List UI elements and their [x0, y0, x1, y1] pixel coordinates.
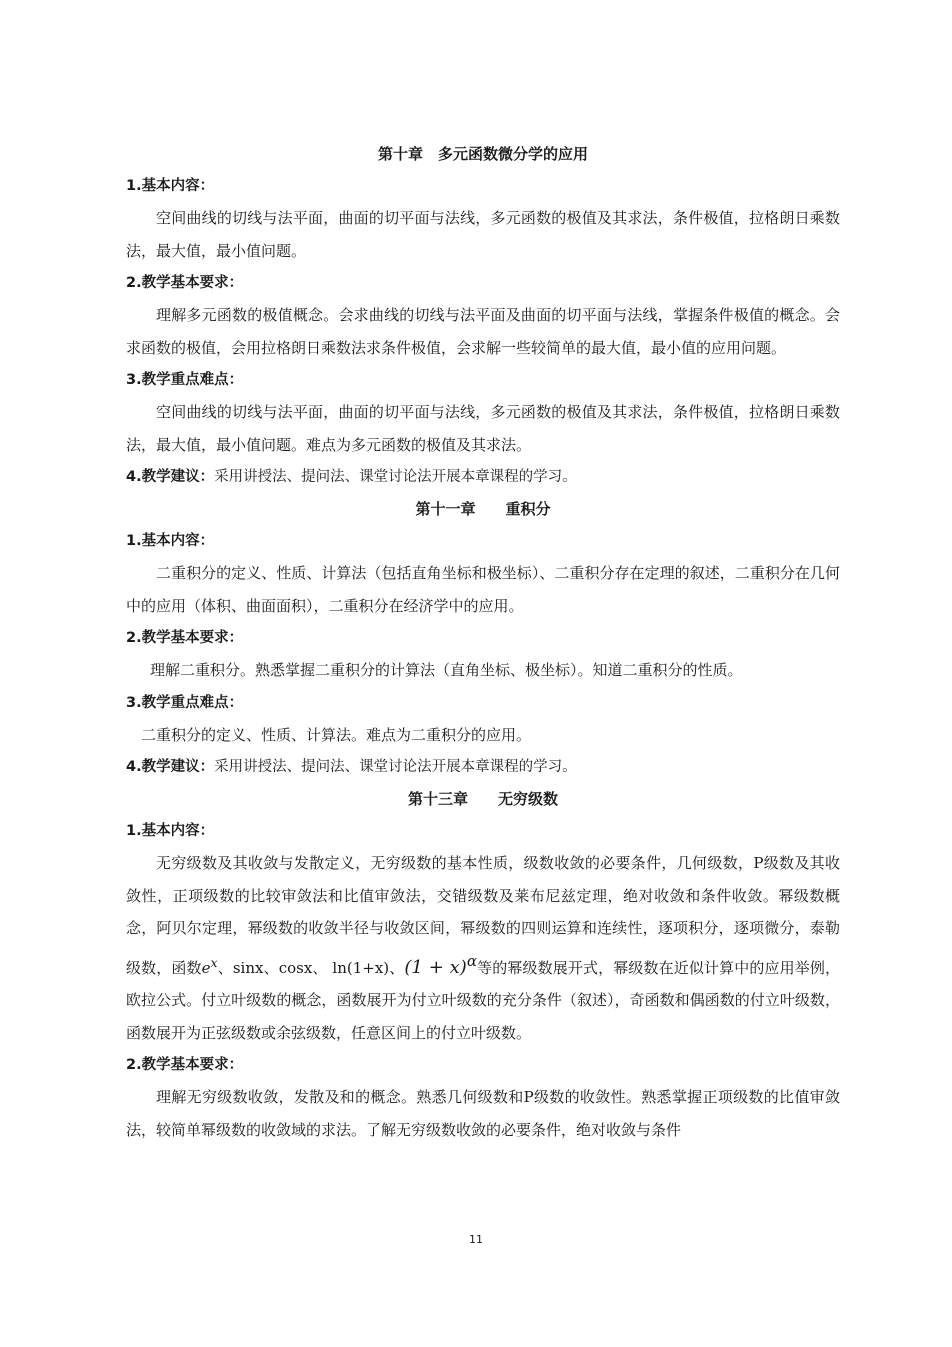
math-binomial-power [404, 951, 477, 978]
ch10-basic-content: 空间曲线的切线与法平面，曲面的切平面与法线，多元函数的极值及其求法，条件极值，拉格朗日乘数法，最大值，最小值问题。 [126, 209, 840, 260]
page-content [126, 138, 840, 1146]
ch11-basic-content-heading: 1.基本内容： [126, 533, 215, 549]
ch13-basic-content-part2: 、sinx、cosx、 ln(1+x)、 [217, 958, 405, 977]
ch13-basic-content-part1: 无穷级数及其收敛与发散定义，无穷级数的基本性质，级数收敛的必要条件，几何级数，P级数及其收敛性，正项级数的比较审敛法和比值审敛法，交错级数及莱布尼兹定理，绝对收敛和条件收敛。幂级数概念，阿贝尔定理，幂级数的收敛半径与收敛区间，幂级数的四则运算和连续性，逐项积分，逐项微分，泰勒级数，函数 [126, 854, 840, 977]
ch13-requirements: 理解无穷级数收敛，发散及和的概念。熟悉几何级数和P级数的收敛性。熟悉掌握正项级数的比值审敛法，较简单幂级数的收敛域的求法。了解无穷级数收敛的必要条件，绝对收敛与条件 [126, 1088, 840, 1139]
math-binomial-exponent: α [466, 951, 477, 970]
ch11-basic-content: 二重积分的定义、性质、计算法（包括直角坐标和极坐标）、二重积分存在定理的叙述，二重积分在几何中的应用（体积、曲面面积），二重积分在经济学中的应用。 [126, 564, 840, 615]
ch13-basic-content [126, 847, 840, 1049]
ch10-basic-content-heading: 1.基本内容： [126, 178, 215, 194]
chapter-10-title: 第十章 多元函数微分学的应用 [377, 145, 588, 163]
ch13-basic-content-heading: 1.基本内容： [126, 823, 215, 839]
math-e-base: e [201, 958, 211, 977]
math-binomial-base: (1 + x) [404, 956, 467, 978]
ch10-suggestion-text: 采用讲授法、提问法、课堂讨论法开展本章课程的学习。 [214, 469, 577, 485]
ch13-requirements-heading: 2.教学基本要求： [126, 1057, 244, 1073]
chapter-11-title: 第十一章 重积分 [415, 500, 551, 518]
ch10-requirements: 理解多元函数的极值概念。会求曲线的切线与法平面及曲面的切平面与法线，掌握条件极值的概念。会求函数的极值，会用拉格朗日乘数法求条件极值，会求解一些较简单的最大值，最小值的应用问题。 [126, 306, 840, 357]
ch11-key-points-heading: 3.教学重点难点： [126, 694, 244, 711]
ch11-suggestion [126, 751, 840, 783]
math-e-power-x [201, 954, 218, 977]
page-number: 11 [469, 1233, 483, 1246]
ch11-requirements: 理解二重积分。熟悉掌握二重积分的计算法（直角坐标、极坐标）。知道二重积分的性质。 [150, 661, 743, 679]
ch13-basic-content-part3: 等的幂级数展开式，幂级数在近似计算中的应用举例，欧拉公式。付立叶级数的概念，函数展开为付立叶级数的充分条件（叙述），奇函数和偶函数的付立叶级数，函数展开为正弦级数或余弦级数，任意区间上的付立叶级数。 [126, 958, 840, 1042]
ch10-key-points-heading: 3.教学重点难点： [126, 372, 244, 388]
ch10-suggestion [126, 461, 840, 493]
ch10-suggestion-label: 4.教学建议： [126, 469, 215, 485]
ch11-suggestion-text: 采用讲授法、提问法、课堂讨论法开展本章课程的学习。 [214, 759, 577, 775]
ch11-suggestion-label: 4.教学建议： [126, 759, 215, 775]
chapter-13-title: 第十三章 无穷级数 [407, 790, 558, 808]
ch10-requirements-heading: 2.教学基本要求： [126, 275, 244, 291]
ch11-requirements-heading: 2.教学基本要求： [126, 630, 244, 646]
ch11-key-points: 二重积分的定义、性质、计算法。难点为二重积分的应用。 [141, 725, 532, 744]
ch10-key-points: 空间曲线的切线与法平面，曲面的切平面与法线，多元函数的极值及其求法，条件极值，拉格朗日乘数法，最大值，最小值问题。难点为多元函数的极值及其求法。 [126, 403, 840, 454]
math-e-exponent: x [210, 954, 218, 970]
